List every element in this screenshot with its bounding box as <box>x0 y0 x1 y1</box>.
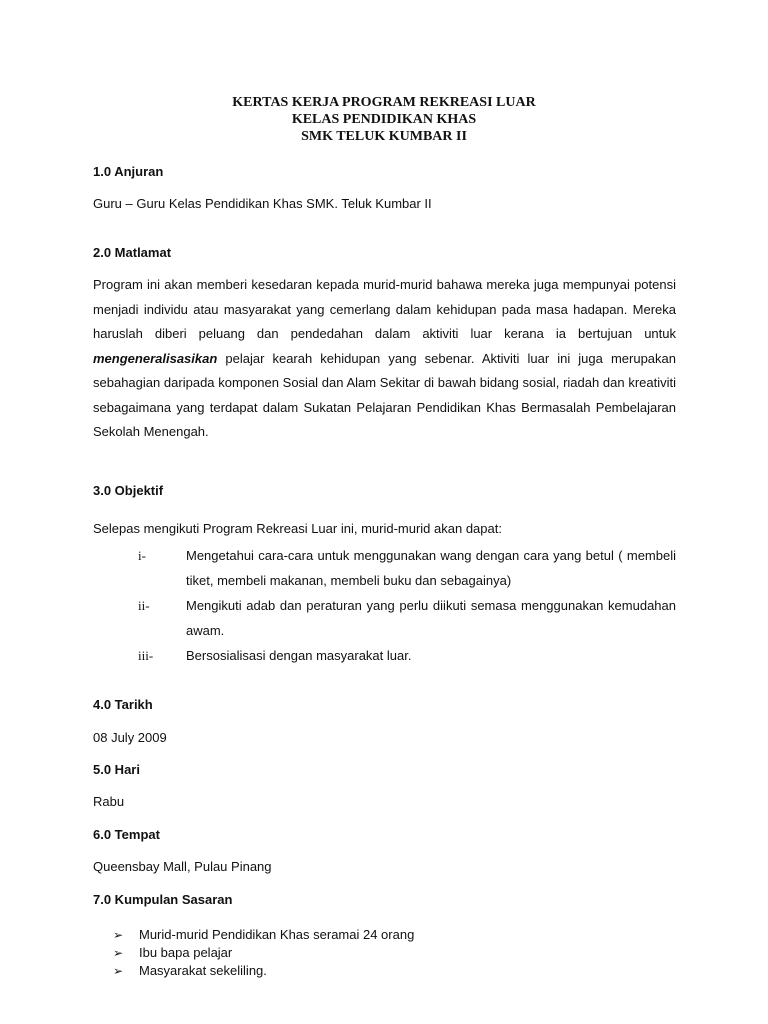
title-line-2: KELAS PENDIDIKAN KHAS <box>291 112 477 127</box>
sasaran-list <box>113 926 414 980</box>
list-item <box>93 643 676 668</box>
anjuran-text: Guru – Guru Kelas Pendidikan Khas SMK. Teluk Kumbar II <box>93 196 432 211</box>
tarikh-text: 08 July 2009 <box>93 730 167 745</box>
section-heading-hari: 5.0 Hari <box>93 762 140 777</box>
list-item <box>113 944 414 962</box>
list-item-number: iii- <box>138 648 154 663</box>
title-line-1: KERTAS KERJA PROGRAM REKREASI LUAR <box>232 95 536 110</box>
section-heading-anjuran: 1.0 Anjuran <box>93 164 164 179</box>
list-item <box>93 593 676 643</box>
title-line-3: SMK TELUK KUMBAR II <box>301 129 467 144</box>
tempat-text: Queensbay Mall, Pulau Pinang <box>93 859 272 874</box>
section-heading-tarikh: 4.0 Tarikh <box>93 697 153 712</box>
list-item <box>93 543 676 593</box>
section-heading-matlamat: 2.0 Matlamat <box>93 245 172 260</box>
objektif-intro: Selepas mengikuti Program Rekreasi Luar ini, murid-murid akan dapat: <box>93 521 502 536</box>
hari-text: Rabu <box>93 794 125 809</box>
list-item-number: ii- <box>138 598 150 613</box>
arrow-bullet-icon: ➢ <box>113 946 124 960</box>
arrow-bullet-icon: ➢ <box>113 928 124 942</box>
list-item-text: Mengikuti adab dan peraturan yang perlu diikuti semasa menggunakan kemudahan awam. <box>186 598 676 638</box>
list-item-number: i- <box>138 548 146 563</box>
bullet-text: Masyarakat sekeliling. <box>139 963 267 978</box>
list-item-text: Mengetahui cara-cara untuk menggunakan wang dengan cara yang betul ( membeli tiket, membeli makanan, membeli buku dan sebagainya) <box>186 548 676 588</box>
section-heading-sasaran: 7.0 Kumpulan Sasaran <box>93 892 233 907</box>
objektif-list <box>93 543 676 668</box>
matlamat-text-before: Program ini akan memberi kesedaran kepada murid-murid bahawa mereka juga mempunyai potensi menjadi individu atau masyarakat yang cemerlang dalam kehidupan pada masa hadapan. Mereka haruslah diberi peluang dan pendedahan dalam aktiviti luar kerana ia bertujuan untuk <box>93 277 676 341</box>
list-item <box>113 962 414 980</box>
list-item <box>113 926 414 944</box>
section-heading-tempat: 6.0 Tempat <box>93 827 160 842</box>
matlamat-emphasis: mengeneralisasikan <box>93 350 218 366</box>
list-item-text: Bersosialisasi dengan masyarakat luar. <box>186 648 412 663</box>
matlamat-text-after: pelajar kearah kehidupan yang sebenar. Aktiviti luar ini juga merupakan sebahagian daripada komponen Sosial dan Alam Sekitar di bawah bidang sosial, riadah dan kreativiti sebagaimana yang terdapat dalam Sukatan Pelajaran Pendidikan Khas Bermasalah Pembelajaran Sekolah Menengah. <box>93 350 676 439</box>
arrow-bullet-icon: ➢ <box>113 964 124 978</box>
document-title <box>0 94 768 145</box>
bullet-text: Ibu bapa pelajar <box>139 945 233 960</box>
section-heading-objektif: 3.0 Objektif <box>93 483 164 498</box>
bullet-text: Murid-murid Pendidikan Khas seramai 24 orang <box>139 927 415 942</box>
matlamat-paragraph <box>93 273 676 445</box>
